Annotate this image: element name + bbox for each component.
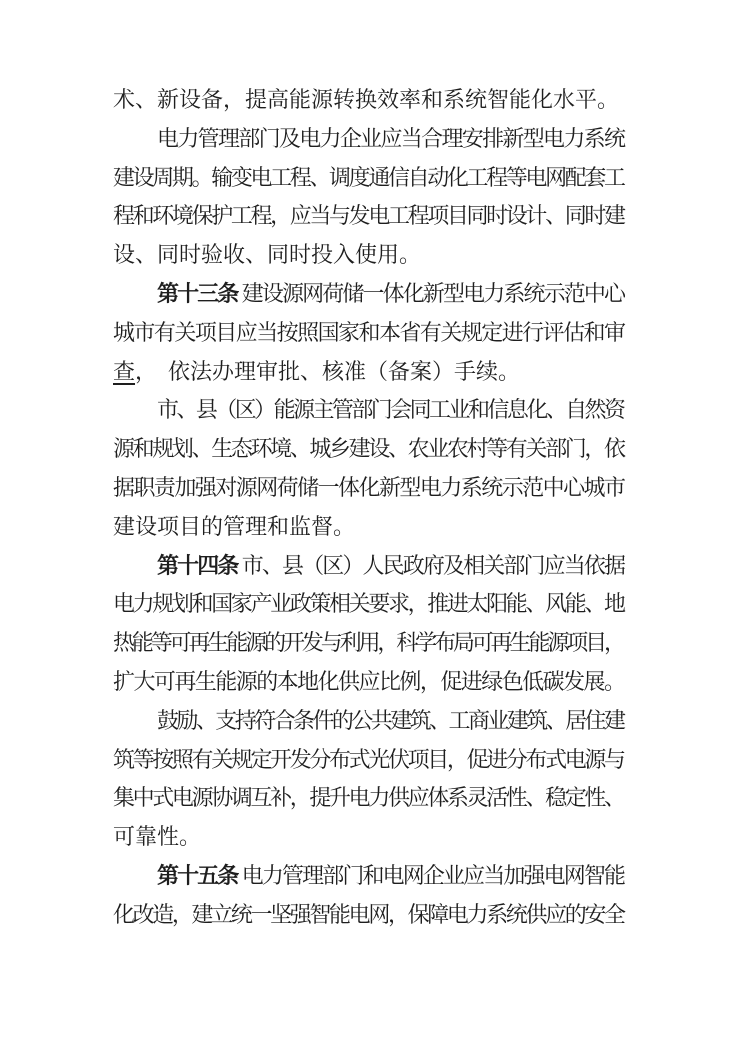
article-number: 第十三条 <box>157 280 238 306</box>
line-text <box>113 818 201 857</box>
para-distributed-pv <box>113 702 626 857</box>
text-line <box>113 857 626 896</box>
article-number: 第十五条 <box>157 862 238 888</box>
text-line <box>113 236 626 275</box>
line-text <box>113 353 520 392</box>
article-number: 第十四条 <box>157 552 238 578</box>
text-line <box>113 624 626 663</box>
text-line <box>113 275 626 314</box>
text-segment: 电力管理部门及电力企业应当合理安排新型电力系统 <box>157 125 625 151</box>
line-text <box>157 275 624 314</box>
text-segment: 市、县（区）能源主管部门会同工业和信息化、自然资 <box>157 397 624 423</box>
line-text <box>113 663 624 702</box>
text-segment: 鼓励、支持符合条件的公共建筑、工商业建筑、居住建 <box>157 707 624 733</box>
text-segment: 城市有关项目应当按照国家和本省有关规定进行评估和审 <box>113 319 625 345</box>
line-text <box>157 547 624 586</box>
line-text <box>157 391 623 430</box>
text-segment: 源和规划、生态环境、城乡建设、农业农村等有关部门，依 <box>113 436 624 462</box>
text-segment: 电力规划和国家产业政策相关要求，推进太阳能、风能、地 <box>113 591 624 617</box>
text-line <box>113 585 626 624</box>
text-segment: ， 依法办理审批、核准（备案）手续。 <box>135 358 521 384</box>
line-text <box>113 159 624 198</box>
para-article-15 <box>113 857 626 935</box>
line-text <box>113 236 421 275</box>
text-line <box>113 469 626 508</box>
line-text <box>157 702 623 741</box>
para-energy-departments <box>113 391 626 546</box>
text-line <box>113 353 626 392</box>
text-segment: 据职责加强对源网荷储一体化新型电力系统示范中心城市 <box>113 474 625 500</box>
text-line <box>113 81 626 120</box>
document-body <box>113 81 626 935</box>
text-line <box>113 818 626 857</box>
text-segment: 建设源网荷储一体化新型电力系统示范中心 <box>237 280 625 306</box>
line-text <box>157 120 624 159</box>
text-segment: 术、新设备，提高能源转换效率和系统智能化水平。 <box>113 87 620 112</box>
line-text <box>113 896 624 935</box>
line-text <box>113 508 355 547</box>
text-segment: 设、同时验收、同时投入使用。 <box>113 242 422 268</box>
text-segment: 热能等可再生能源的开发与利用，科学布局可再生能源项目， <box>113 630 623 656</box>
line-text <box>157 857 624 896</box>
text-segment: 集中式电源协调互补，提升电力供应体系灵活性、稳定性、 <box>113 785 624 811</box>
text-line <box>113 391 626 430</box>
text-line <box>113 314 626 353</box>
text-segment: 扩大可再生能源的本地化供应比例，促进绿色低碳发展。 <box>113 668 625 694</box>
line-text <box>113 81 619 120</box>
text-line <box>113 197 626 236</box>
text-segment: 电力管理部门和电网企业应当加强电网智能 <box>237 862 625 888</box>
text-segment: 建设周期。输变电工程、调度通信自动化工程等电网配套工 <box>113 164 624 190</box>
text-segment: 可靠性。 <box>113 824 202 850</box>
text-line <box>113 159 626 198</box>
line-text <box>113 585 624 624</box>
text-line <box>113 702 626 741</box>
line-text <box>113 314 624 353</box>
text-line <box>113 779 626 818</box>
text-segment: 市、县（区）人民政府及相关部门应当依据 <box>237 552 625 578</box>
text-line <box>113 896 626 935</box>
underlined-text: 查 <box>113 358 136 384</box>
text-segment: 化改造，建立统一坚强智能电网，保障电力系统供应的安全 <box>113 901 624 927</box>
text-line <box>113 120 626 159</box>
para-article-13 <box>113 275 626 391</box>
text-line <box>113 508 626 547</box>
line-text <box>113 469 624 508</box>
text-line <box>113 430 626 469</box>
text-line <box>113 547 626 586</box>
line-text <box>113 197 624 236</box>
text-line <box>113 663 626 702</box>
text-line <box>113 741 626 780</box>
text-segment: 程和环境保护工程，应当与发电工程项目同时设计、同时建 <box>113 203 624 229</box>
line-text <box>113 624 623 663</box>
para-power-system-construction <box>113 120 626 275</box>
para-article-14 <box>113 547 626 702</box>
text-segment: 筑等按照有关规定开发分布式光伏项目，促进分布式电源与 <box>113 746 624 772</box>
para-continuation-top <box>113 81 626 120</box>
line-text <box>113 430 624 469</box>
line-text <box>113 741 624 780</box>
line-text <box>113 779 624 818</box>
text-segment: 建设项目的管理和监督。 <box>113 513 356 539</box>
